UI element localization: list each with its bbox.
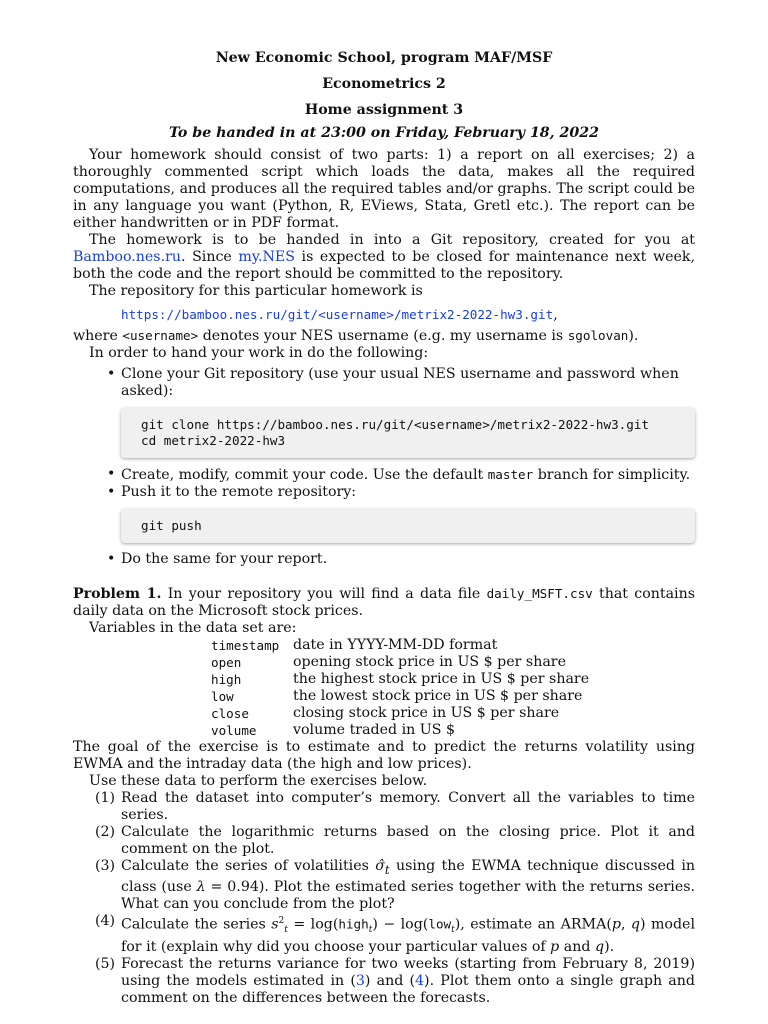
item-number: (3) <box>95 858 116 874</box>
subscript-t: t <box>451 925 455 936</box>
master-branch-code: master <box>487 467 534 482</box>
intro-text: where <box>73 328 123 344</box>
username-code: <username> <box>122 328 199 343</box>
variable-name: close <box>211 706 249 721</box>
variable-desc: the lowest stock price in US $ per share <box>293 688 583 704</box>
step-push: • Push it to the remote repository: <box>73 484 695 501</box>
data-file-code: daily_MSFT.csv <box>486 586 593 601</box>
intro-text: The homework is to be handed in into a Git repository, created for you at <box>89 232 695 248</box>
subscript-t: t <box>368 925 373 936</box>
item-text: Calculate the series of volatilities <box>121 858 376 874</box>
item-number: (4) <box>95 912 116 929</box>
variable-desc: closing stock price in US $ per share <box>293 705 560 721</box>
goal-paragraph: The goal of the exercise is to estimate and to predict the returns volatility using EWMA and the intraday data (the high and low prices). <box>73 739 695 772</box>
variable-desc: date in YYYY-MM-DD format <box>293 637 498 653</box>
variable-name: timestamp <box>211 638 280 653</box>
variable-desc: the highest stock price in US $ per share <box>293 671 590 687</box>
clone-code-block <box>121 408 695 458</box>
item-text: ), estimate an ARMA( <box>454 916 612 933</box>
problem-text: that contains daily data on the Microsoft stock prices. <box>73 586 695 619</box>
repo-url-link[interactable]: https://bamboo.nes.ru/git/<username>/metrix2-2022-hw3.git <box>121 307 554 322</box>
intro-text: is expected to be closed for maintenance next week, both the code and the report should be committed to the repository. <box>73 249 695 282</box>
item-text: Forecast the returns variance for two weeks (starting from February 8, 2019) using the models estimated in ( <box>121 956 695 990</box>
variable-desc: volume traded in US $ <box>293 722 455 738</box>
table-row <box>211 671 589 688</box>
item-number: (5) <box>95 956 116 973</box>
exercise-item-2 <box>73 824 695 858</box>
repo-url-line <box>73 306 695 324</box>
variable-name: open <box>211 655 242 670</box>
steps-list <box>73 466 695 501</box>
item-number: (2) <box>95 824 116 840</box>
table-row <box>211 637 589 654</box>
assignment-title: Home assignment 3 <box>304 102 464 118</box>
p-symbol: p <box>550 939 560 956</box>
intro-paragraph-1: Your homework should consist of two parts: 1) a report on all exercises; 2) a thoroughly commented script which loads the data, makes all the required computations, and produces all the required tables and/or graphs. The script could be in any language you want (Python, R, EViews, Stata, Gretl etc.). The report can be either handwritten or in PDF format. <box>73 147 695 231</box>
code-line: cd metrix2-2022-hw3 <box>141 433 286 448</box>
subscript-t: t <box>384 862 390 877</box>
problem-statement <box>73 585 695 620</box>
ref-exercise-4-link[interactable]: 4 <box>415 973 425 990</box>
steps-list <box>73 551 695 568</box>
variable-desc: opening stock price in US $ per share <box>293 654 566 670</box>
exercise-item-5 <box>73 956 695 1007</box>
q-symbol: q <box>594 939 605 956</box>
item-text: using the EWMA technique discussed in class (use <box>121 858 695 895</box>
code-line: git clone https://bamboo.nes.ru/git/<username>/metrix2-2022-hw3.git <box>141 417 649 432</box>
subscript-t: t <box>284 925 288 936</box>
item-text: ). <box>604 939 615 956</box>
intro-paragraph-3: The repository for this particular homework is <box>89 283 423 299</box>
p-symbol: p <box>611 916 621 933</box>
repo-url-tail: , <box>553 307 558 323</box>
variables-intro: Variables in the data set are: <box>89 620 297 636</box>
item-text: = log( <box>287 916 339 933</box>
low-code: low <box>428 916 452 932</box>
item-text: Read the dataset into computer’s memory. Convert all the variables to time series. <box>121 790 695 823</box>
exercise-item-1 <box>73 790 695 824</box>
superscript-2: 2 <box>278 915 285 926</box>
mynes-link[interactable]: my.NES <box>238 249 295 265</box>
variable-name: low <box>211 689 234 704</box>
item-text: = 0.94). Plot the estimated series together with the returns series. What can you conclude from the plot? <box>121 878 696 912</box>
item-text: and <box>559 939 595 956</box>
item-text: Calculate the logarithmic returns based on the closing price. Plot it and comment on the plot. <box>121 824 695 857</box>
example-username-code: sgolovan <box>567 328 629 343</box>
table-row <box>211 688 589 705</box>
item-text: , <box>620 916 631 933</box>
table-row <box>211 705 589 722</box>
document-page <box>73 50 695 1007</box>
item-number: (1) <box>95 790 116 806</box>
use-data-paragraph: Use these data to perform the exercises below. <box>89 773 428 789</box>
sigma-hat-symbol: σ̂ <box>375 858 385 874</box>
exercise-item-3 <box>73 858 695 913</box>
steps-list <box>73 366 695 400</box>
bamboo-link[interactable]: Bamboo.nes.ru <box>73 249 182 265</box>
step-clone: • Clone your Git repository (use your usual NES username and password when asked): <box>73 366 695 400</box>
variable-name: volume <box>211 723 257 738</box>
course-title: Econometrics 2 <box>322 76 446 92</box>
step-text: branch for simplicity. <box>533 467 691 483</box>
q-symbol: q <box>630 916 640 933</box>
item-text: ) model for it (explain why did you choose your particular values of <box>121 916 695 956</box>
exercise-item-4 <box>73 913 695 957</box>
item-text: ) − log( <box>372 916 429 933</box>
intro-text: . Since <box>181 249 239 265</box>
table-row <box>211 654 589 671</box>
high-code: high <box>338 916 369 932</box>
intro-paragraph-4 <box>73 327 695 345</box>
deadline: To be handed in at 23:00 on Friday, February 18, 2022 <box>168 125 600 141</box>
intro-text: denotes your NES username (e.g. my username is <box>198 328 568 344</box>
intro-text: ). <box>628 328 639 344</box>
step-report: • Do the same for your report. <box>73 551 695 568</box>
problem-label: Problem 1. <box>73 586 162 602</box>
exercise-list <box>73 790 695 1007</box>
variables-table <box>211 637 589 739</box>
school-title: New Economic School, program MAF/MSF <box>215 50 553 66</box>
item-text: Calculate the series <box>121 916 272 933</box>
step-text: Create, modify, commit your code. Use the default <box>121 467 488 483</box>
code-line: git push <box>141 518 202 533</box>
intro-paragraph-5: In order to hand your work in do the following: <box>89 345 429 361</box>
ref-exercise-3-link[interactable]: 3 <box>355 973 365 990</box>
problem-text: In your repository you will find a data file <box>161 586 487 602</box>
variable-name: high <box>211 672 242 687</box>
intro-paragraph-2 <box>73 232 695 283</box>
push-code-block <box>121 509 695 543</box>
s-symbol: s <box>271 916 279 933</box>
step-commit <box>73 466 695 484</box>
table-row <box>211 722 589 739</box>
item-text: ) and ( <box>364 973 416 990</box>
item-text: ). Plot them onto a single graph and comment on the differences between the forecasts. <box>121 973 695 1007</box>
lambda-symbol: λ <box>196 878 206 895</box>
